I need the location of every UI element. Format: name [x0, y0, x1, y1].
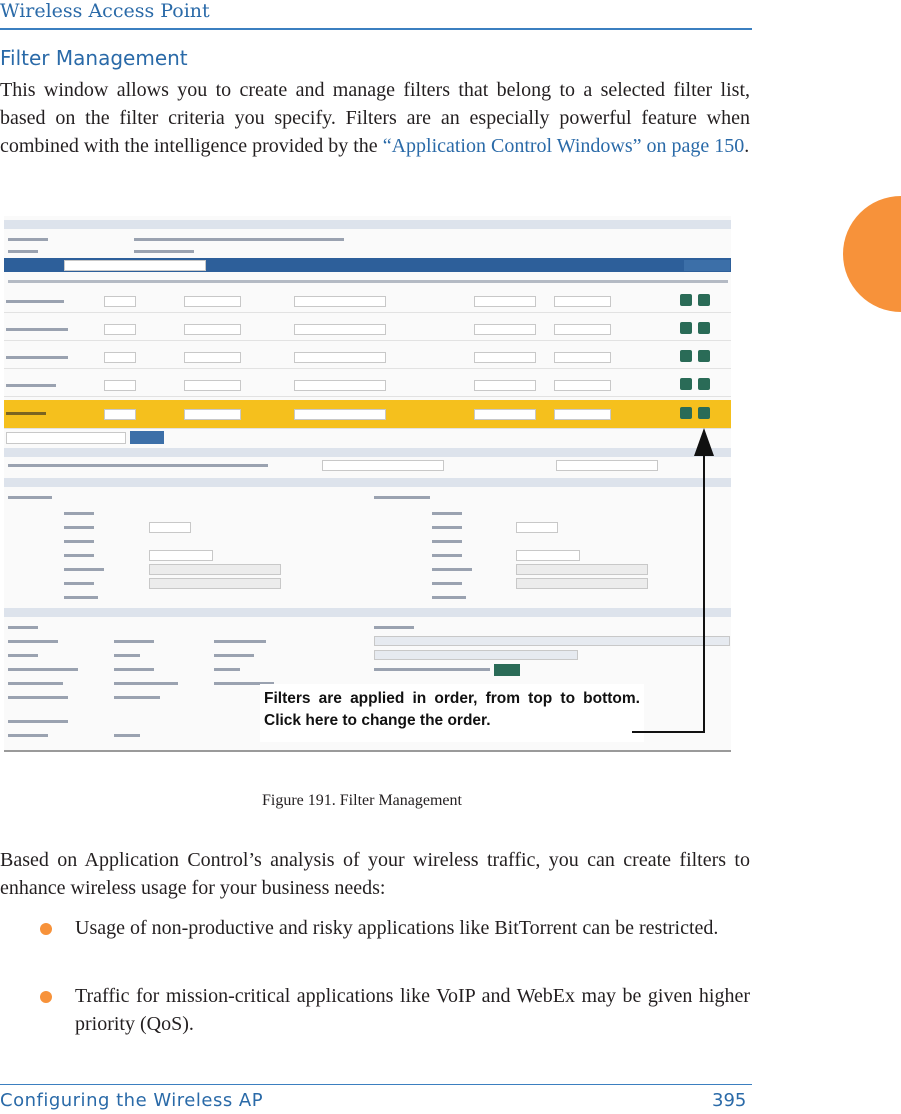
footer-rule — [0, 1084, 752, 1085]
bullet-marker — [40, 923, 52, 935]
footer-section-title: Configuring the Wireless AP — [0, 1090, 264, 1111]
bullet-item: Usage of non-productive and risky applications like BitTorrent can be restricted. — [75, 917, 719, 939]
bullet-item: Traffic for mission-critical applications like VoIP and WebEx may be given higher priority (QoS). — [75, 985, 750, 1035]
intro-paragraph — [0, 76, 750, 160]
section-title: Filter Management — [0, 46, 188, 70]
callout-note: Filters are applied in order, from top to bottom. Click here to change the order. — [264, 690, 640, 729]
header-rule — [0, 28, 752, 30]
callout-arrow — [4, 216, 731, 750]
page-number: 395 — [712, 1090, 747, 1111]
cross-reference-link[interactable]: “Application Control Windows” on page 150 — [382, 135, 745, 157]
intro-text: This window allows you to create and manage filters that belong to a selected filter list, based on the filter criteria you specify. Filters are an especially powerful feature when combined with the intelligence provided by the — [0, 79, 750, 157]
body-paragraph: Based on Application Control’s analysis of your wireless traffic, you can create filters to enhance wireless usage for your business needs: — [0, 849, 750, 899]
figure-caption: Figure 191. Filter Management — [262, 792, 462, 809]
bullet-marker — [40, 991, 52, 1003]
chapter-tab-marker — [843, 196, 901, 312]
intro-text-end: . — [744, 135, 750, 157]
running-header-title: Wireless Access Point — [0, 0, 210, 22]
filter-management-screenshot — [4, 216, 731, 752]
